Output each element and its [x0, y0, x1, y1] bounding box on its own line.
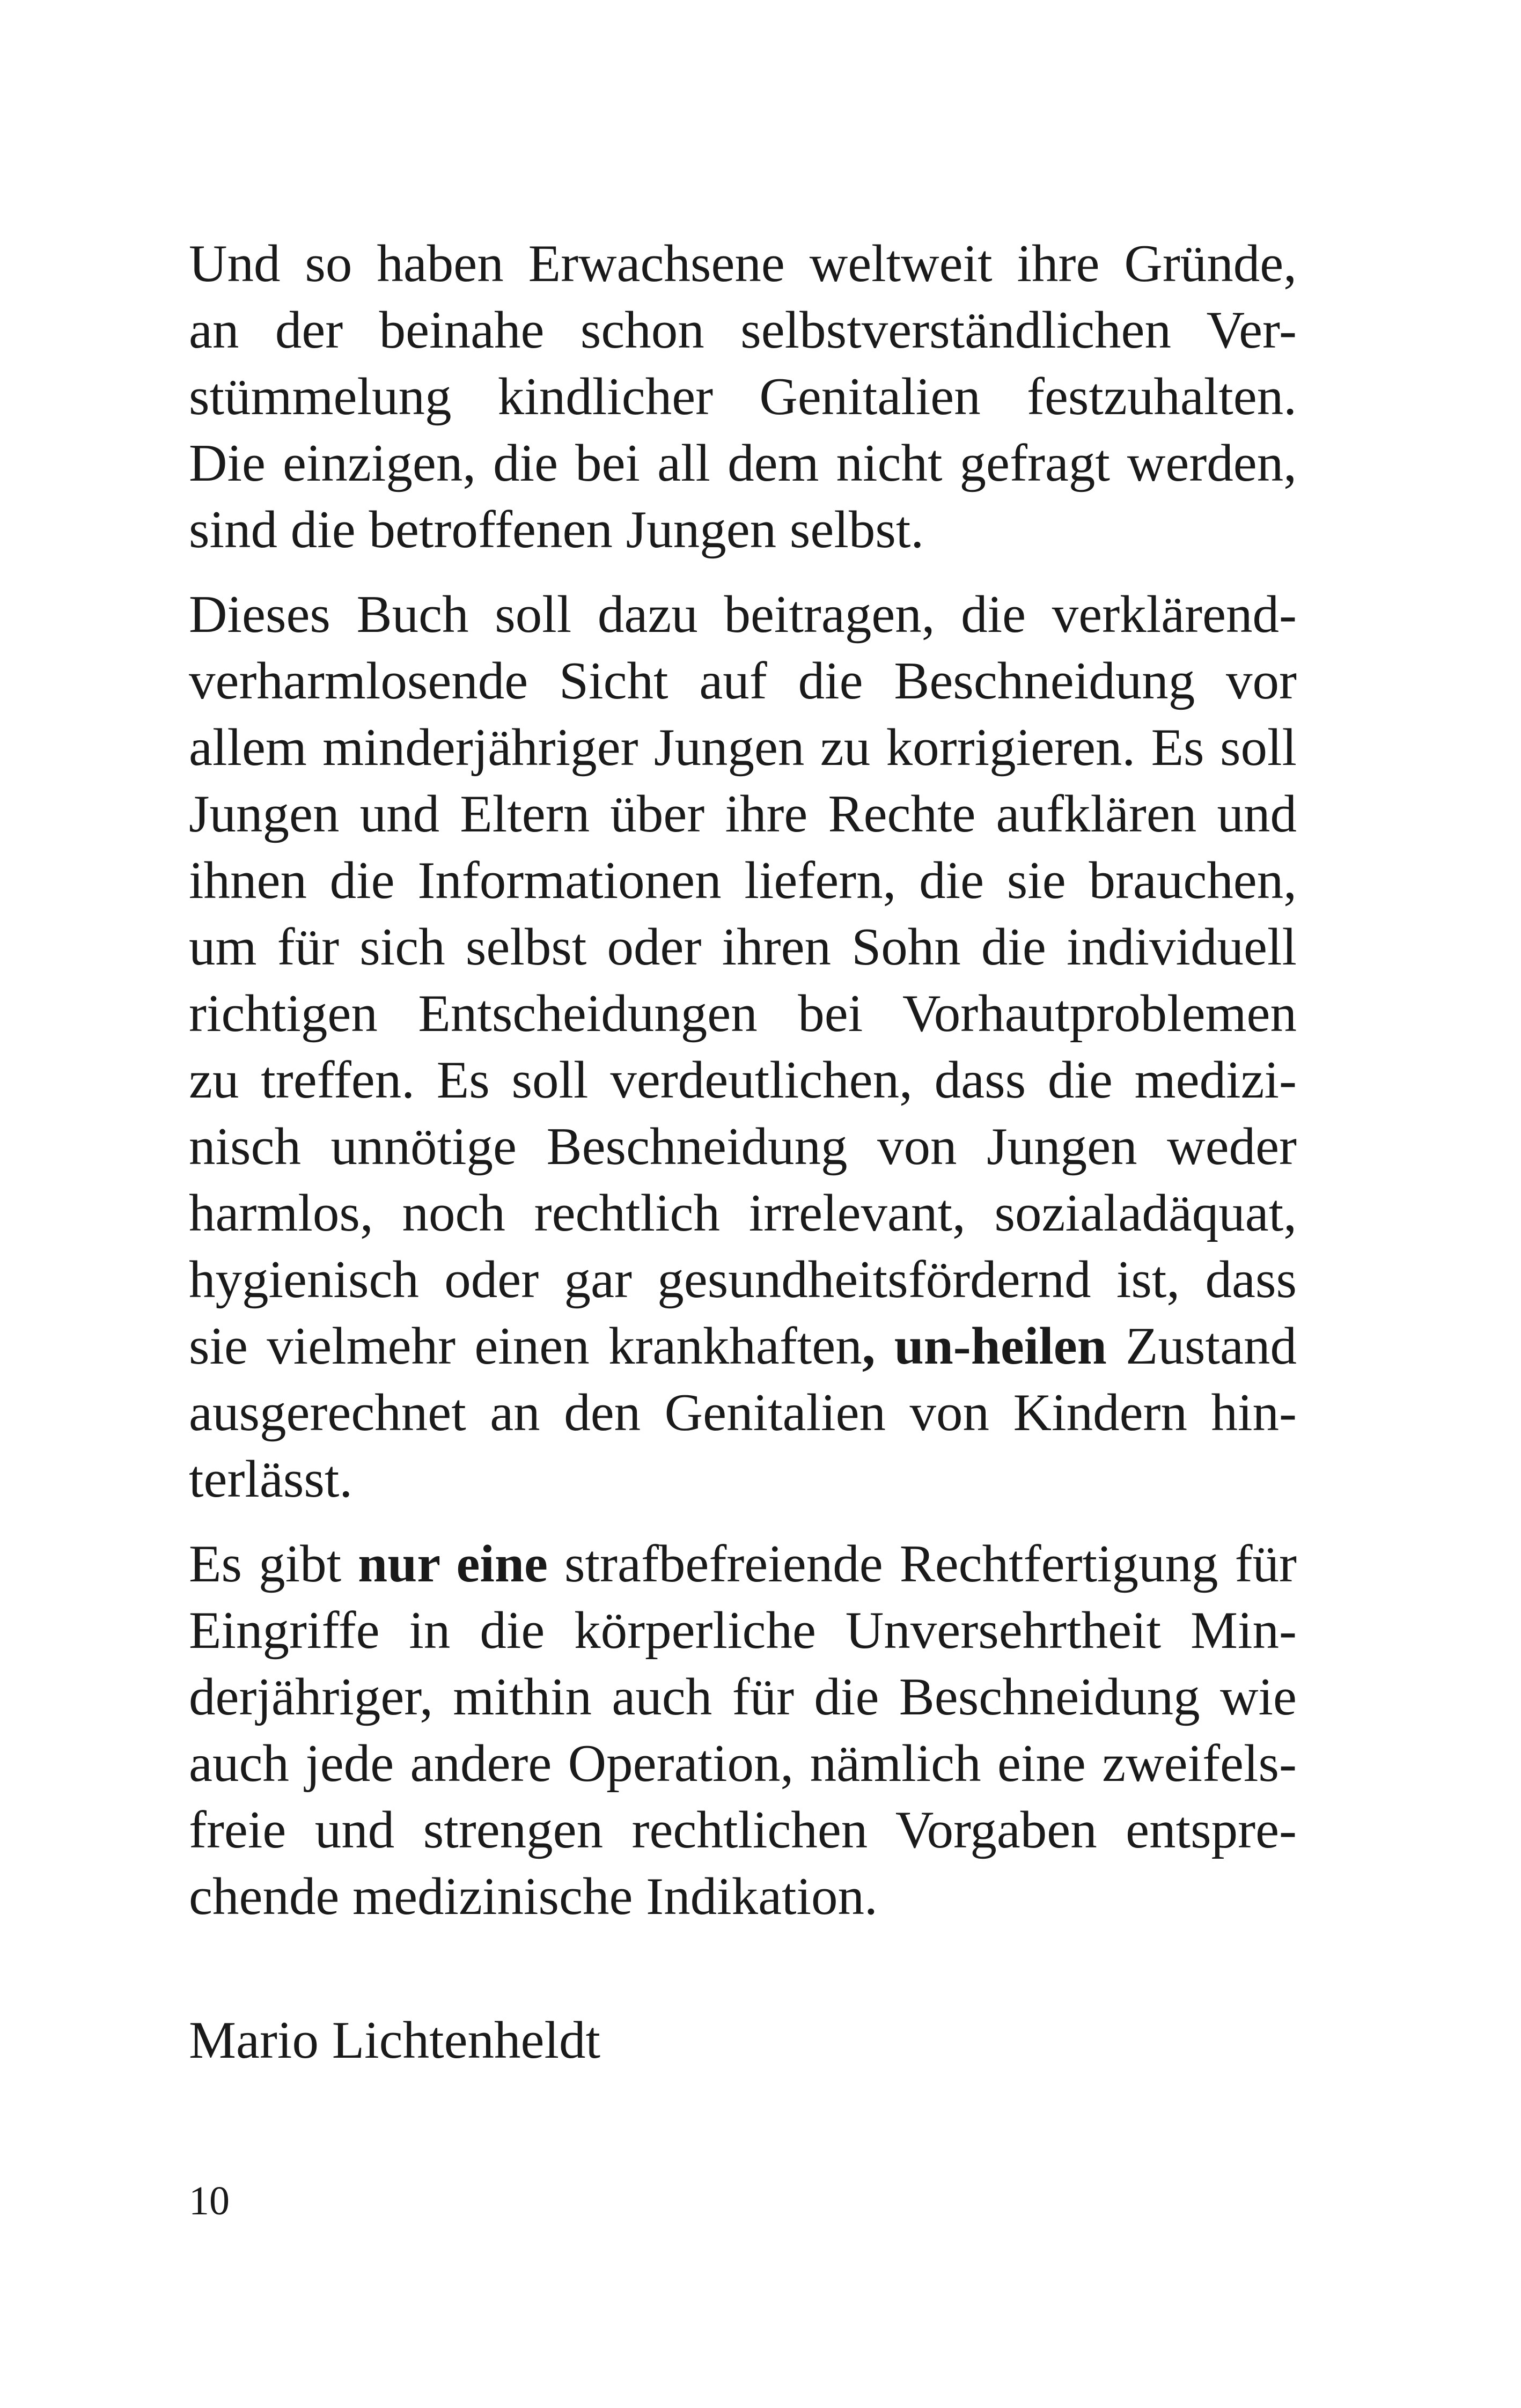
page-number: 10	[189, 2178, 230, 2223]
bold-text-run: nur eine	[358, 1535, 548, 1593]
text-line	[189, 1597, 1297, 1664]
text-run: sie vielmehr einen krankhaften	[189, 1317, 862, 1375]
paragraph	[189, 231, 1297, 563]
text-run: Dieses Buch soll dazu beitragen, die verklärend-	[189, 585, 1297, 644]
text-line	[189, 848, 1297, 914]
text-line	[189, 430, 1297, 497]
text-line	[189, 581, 1297, 648]
text-run: derjähriger, mithin auch für die Beschneidung wie	[189, 1668, 1297, 1726]
text-line	[189, 1446, 1297, 1513]
text-line	[189, 497, 1297, 563]
author-signature: Mario Lichtenheldt	[189, 2011, 601, 2070]
text-run: sind die betroffenen Jungen selbst.	[189, 500, 924, 559]
text-line	[189, 1730, 1297, 1797]
text-line	[189, 364, 1297, 430]
bold-text-run: , un-heilen	[862, 1317, 1107, 1375]
text-run: freie und strengen rechtlichen Vorgaben entspre-	[189, 1801, 1297, 1859]
text-run: hygienisch oder gar gesundheitsfördernd ist, dass	[189, 1250, 1297, 1309]
text-line	[189, 1664, 1297, 1730]
text-line	[189, 297, 1297, 364]
paragraph	[189, 581, 1297, 1513]
text-run: Zustand	[1106, 1317, 1297, 1375]
text-run: stümmelung kindlicher Genitalien festzuhalten.	[189, 367, 1297, 426]
text-line	[189, 1247, 1297, 1313]
text-line	[189, 1180, 1297, 1247]
text-line	[189, 1114, 1297, 1180]
text-run: chende medizinische Indikation.	[189, 1867, 878, 1926]
text-run: zu treffen. Es soll verdeutlichen, dass die medizi-	[189, 1051, 1297, 1109]
text-line	[189, 1313, 1297, 1380]
text-line	[189, 1864, 1297, 1930]
text-run: verharmlosende Sicht auf die Beschneidung vor	[189, 652, 1297, 710]
text-line	[189, 648, 1297, 715]
text-run: ihnen die Informationen liefern, die sie brauchen,	[189, 851, 1297, 910]
text-run: strafbefreiende Rechtfertigung für	[547, 1535, 1297, 1593]
text-line	[189, 781, 1297, 848]
text-line	[189, 231, 1297, 297]
text-line	[189, 1797, 1297, 1864]
text-run: Die einzigen, die bei all dem nicht gefragt werden,	[189, 434, 1297, 492]
text-run: richtigen Entscheidungen bei Vorhautproblemen	[189, 984, 1297, 1043]
text-run: um für sich selbst oder ihren Sohn die individuell	[189, 918, 1297, 976]
text-line	[189, 1047, 1297, 1114]
text-run: nisch unnötige Beschneidung von Jungen weder	[189, 1117, 1297, 1176]
text-run: Eingriffe in die körperliche Unversehrtheit Min-	[189, 1601, 1297, 1660]
text-line	[189, 1380, 1297, 1446]
text-run: Jungen und Eltern über ihre Rechte aufklären und	[189, 785, 1297, 843]
text-line	[189, 715, 1297, 781]
text-run: terlässt.	[189, 1450, 353, 1508]
text-line	[189, 981, 1297, 1047]
text-line	[189, 1531, 1297, 1597]
text-run: an der beinahe schon selbstverständlichen Ver-	[189, 301, 1297, 359]
text-run: auch jede andere Operation, nämlich eine zweifels-	[189, 1734, 1297, 1793]
text-run: Es gibt	[189, 1535, 358, 1593]
text-run: allem minderjähriger Jungen zu korrigieren. Es soll	[189, 718, 1297, 777]
body-text	[189, 231, 1297, 1948]
text-run: harmlos, noch rechtlich irrelevant, sozialadäquat,	[189, 1184, 1297, 1242]
text-run: Und so haben Erwachsene weltweit ihre Gründe,	[189, 234, 1297, 293]
paragraph	[189, 1531, 1297, 1930]
text-line	[189, 914, 1297, 981]
text-run: ausgerechnet an den Genitalien von Kindern hin-	[189, 1383, 1297, 1442]
